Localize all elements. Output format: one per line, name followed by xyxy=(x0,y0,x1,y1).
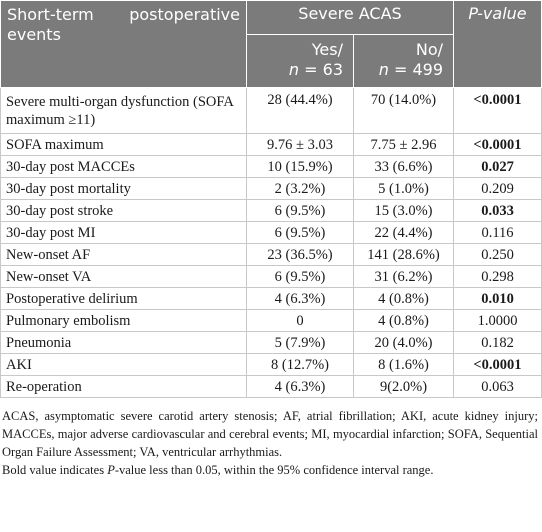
no-cell: 4 (0.8%) xyxy=(354,310,454,332)
footnote-bold-prefix: Bold value indicates xyxy=(2,463,108,477)
yes-cell: 10 (15.9%) xyxy=(247,156,354,178)
event-cell: SOFA maximum xyxy=(1,134,247,156)
event-cell: AKI xyxy=(1,354,247,376)
header-no-label: No/ xyxy=(415,40,443,59)
table-row xyxy=(1,310,542,332)
no-cell: 33 (6.6%) xyxy=(354,156,454,178)
table-row xyxy=(1,376,542,398)
p-value-cell: 0.298 xyxy=(454,266,542,288)
yes-cell: 28 (44.4%) xyxy=(247,88,354,134)
yes-cell: 9.76 ± 3.03 xyxy=(247,134,354,156)
table-row xyxy=(1,354,542,376)
no-cell: 20 (4.0%) xyxy=(354,332,454,354)
header-events-line1: Short-term postoperative xyxy=(7,5,240,24)
no-cell: 70 (14.0%) xyxy=(354,88,454,134)
no-cell: 15 (3.0%) xyxy=(354,200,454,222)
event-cell: 30-day post mortality xyxy=(1,178,247,200)
table-row xyxy=(1,156,542,178)
no-cell: 8 (1.6%) xyxy=(354,354,454,376)
event-cell: New-onset AF xyxy=(1,244,247,266)
table-row xyxy=(1,332,542,354)
yes-cell: 23 (36.5%) xyxy=(247,244,354,266)
table-row xyxy=(1,134,542,156)
event-cell: 30-day post MI xyxy=(1,222,247,244)
table-row xyxy=(1,266,542,288)
table-header xyxy=(1,1,542,88)
p-value-cell: 1.0000 xyxy=(454,310,542,332)
header-no-count: = 499 xyxy=(388,60,443,79)
footnote-bold-note xyxy=(2,461,538,479)
header-events xyxy=(1,1,247,88)
event-cell: 30-day post stroke xyxy=(1,200,247,222)
event-cell: Pulmonary embolism xyxy=(1,310,247,332)
yes-cell: 4 (6.3%) xyxy=(247,376,354,398)
table-row xyxy=(1,200,542,222)
footnote-abbreviations: ACAS, asymptomatic severe carotid artery stenosis; AF, atrial fibrillation; AKI, acute kidney injury; MACCEs, major adverse cardiovascular and cerebral events; MI, myocardial infarction; SOFA, Sequential Organ Failure Assessment; VA, ventricular arrhythmias. xyxy=(2,409,538,459)
no-cell: 31 (6.2%) xyxy=(354,266,454,288)
no-cell: 4 (0.8%) xyxy=(354,288,454,310)
event-cell: New-onset VA xyxy=(1,266,247,288)
yes-cell: 8 (12.7%) xyxy=(247,354,354,376)
header-yes xyxy=(247,35,354,88)
p-value-cell: 0.010 xyxy=(454,288,542,310)
no-cell: 22 (4.4%) xyxy=(354,222,454,244)
event-cell: Pneumonia xyxy=(1,332,247,354)
p-value-cell: 0.027 xyxy=(454,156,542,178)
footnote-bold-p: P xyxy=(107,463,115,477)
table-body xyxy=(1,88,542,398)
header-yes-label: Yes/ xyxy=(311,40,343,59)
no-cell: 141 (28.6%) xyxy=(354,244,454,266)
yes-cell: 6 (9.5%) xyxy=(247,266,354,288)
p-value-cell: 0.033 xyxy=(454,200,542,222)
table-row xyxy=(1,178,542,200)
event-cell: Postoperative delirium xyxy=(1,288,247,310)
no-cell: 7.75 ± 2.96 xyxy=(354,134,454,156)
header-no xyxy=(354,35,454,88)
table-row xyxy=(1,222,542,244)
table-row xyxy=(1,244,542,266)
p-value-cell: 0.063 xyxy=(454,376,542,398)
header-yes-count: = 63 xyxy=(299,60,343,79)
event-cell: Severe multi-organ dysfunction (SOFA maximum ≥11) xyxy=(1,88,247,134)
table-row xyxy=(1,88,542,134)
p-value-cell: 0.182 xyxy=(454,332,542,354)
header-p-value: P-value xyxy=(454,1,542,88)
p-value-cell: 0.116 xyxy=(454,222,542,244)
event-cell: Re-operation xyxy=(1,376,247,398)
no-cell: 9(2.0%) xyxy=(354,376,454,398)
yes-cell: 2 (3.2%) xyxy=(247,178,354,200)
no-cell: 5 (1.0%) xyxy=(354,178,454,200)
yes-cell: 4 (6.3%) xyxy=(247,288,354,310)
yes-cell: 6 (9.5%) xyxy=(247,200,354,222)
p-value-cell: 0.209 xyxy=(454,178,542,200)
header-severe-acas: Severe ACAS xyxy=(247,1,454,35)
table-row xyxy=(1,288,542,310)
header-events-line2: events xyxy=(7,25,61,44)
event-cell: 30-day post MACCEs xyxy=(1,156,247,178)
p-value-cell: <0.0001 xyxy=(454,88,542,134)
p-value-cell: <0.0001 xyxy=(454,354,542,376)
yes-cell: 0 xyxy=(247,310,354,332)
p-value-cell: <0.0001 xyxy=(454,134,542,156)
table-footnotes xyxy=(0,398,540,479)
yes-cell: 6 (9.5%) xyxy=(247,222,354,244)
header-yes-n: n xyxy=(288,60,300,79)
yes-cell: 5 (7.9%) xyxy=(247,332,354,354)
header-no-n: n xyxy=(378,60,389,79)
p-value-cell: 0.250 xyxy=(454,244,542,266)
footnote-bold-suffix: -value less than 0.05, within the 95% confidence interval range. xyxy=(114,463,434,477)
